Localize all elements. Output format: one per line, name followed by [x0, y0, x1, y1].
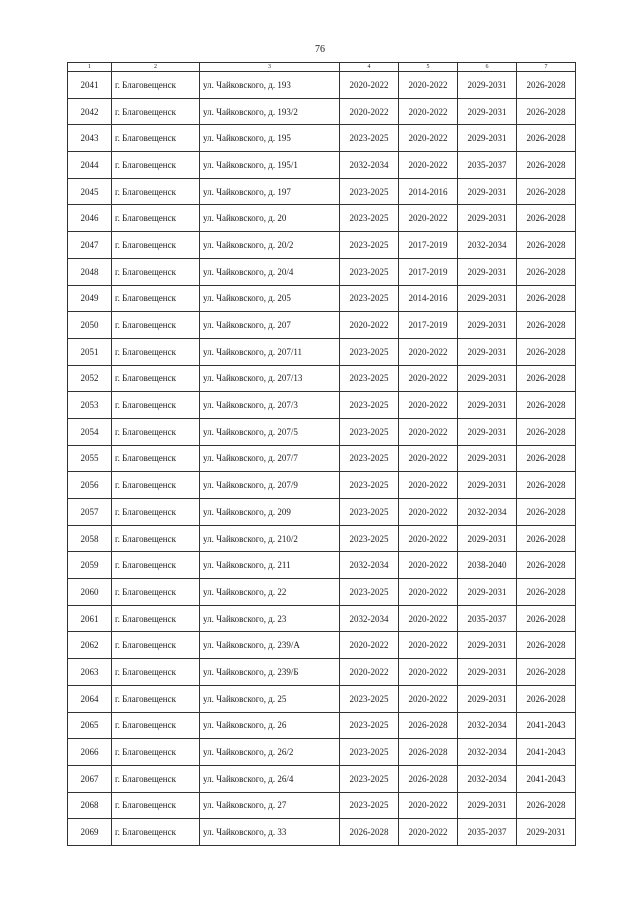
cell-row-number: 2061 [68, 605, 112, 632]
cell-address: ул. Чайковского, д. 26 [200, 712, 340, 739]
cell-period-col-4: 2023-2025 [340, 499, 399, 526]
cell-period-col-4: 2023-2025 [340, 285, 399, 312]
cell-period-col-4: 2023-2025 [340, 712, 399, 739]
cell-address: ул. Чайковского, д. 195 [200, 125, 340, 152]
cell-city: г. Благовещенск [112, 525, 200, 552]
cell-address: ул. Чайковского, д. 210/2 [200, 525, 340, 552]
cell-period-col-7: 2026-2028 [517, 232, 576, 259]
cell-address: ул. Чайковского, д. 23 [200, 605, 340, 632]
cell-address: ул. Чайковского, д. 239/Б [200, 659, 340, 686]
cell-row-number: 2065 [68, 712, 112, 739]
cell-city: г. Благовещенск [112, 605, 200, 632]
table-row [68, 312, 576, 339]
table-row [68, 552, 576, 579]
cell-address: ул. Чайковского, д. 25 [200, 685, 340, 712]
cell-city: г. Благовещенск [112, 765, 200, 792]
header-col-5: 5 [399, 63, 458, 72]
cell-period-col-5: 2020-2022 [399, 392, 458, 419]
cell-address: ул. Чайковского, д. 22 [200, 579, 340, 606]
header-col-6: 6 [458, 63, 517, 72]
cell-period-col-4: 2023-2025 [340, 739, 399, 766]
cell-period-col-4: 2020-2022 [340, 72, 399, 99]
cell-row-number: 2062 [68, 632, 112, 659]
cell-row-number: 2055 [68, 445, 112, 472]
header-col-2: 2 [112, 63, 200, 72]
cell-period-col-7: 2026-2028 [517, 152, 576, 179]
table-row [68, 819, 576, 846]
cell-period-col-4: 2032-2034 [340, 552, 399, 579]
cell-period-col-5: 2026-2028 [399, 765, 458, 792]
cell-period-col-4: 2020-2022 [340, 659, 399, 686]
cell-period-col-7: 2029-2031 [517, 819, 576, 846]
table-row [68, 338, 576, 365]
header-col-4: 4 [340, 63, 399, 72]
cell-address: ул. Чайковского, д. 27 [200, 792, 340, 819]
cell-period-col-7: 2026-2028 [517, 125, 576, 152]
cell-period-col-7: 2026-2028 [517, 499, 576, 526]
cell-address: ул. Чайковского, д. 20/2 [200, 232, 340, 259]
cell-city: г. Благовещенск [112, 338, 200, 365]
table-row [68, 258, 576, 285]
cell-period-col-6: 2029-2031 [458, 659, 517, 686]
cell-row-number: 2047 [68, 232, 112, 259]
cell-period-col-6: 2029-2031 [458, 72, 517, 99]
cell-row-number: 2060 [68, 579, 112, 606]
table-row [68, 418, 576, 445]
cell-period-col-5: 2020-2022 [399, 792, 458, 819]
cell-period-col-7: 2026-2028 [517, 365, 576, 392]
cell-address: ул. Чайковского, д. 207/5 [200, 418, 340, 445]
cell-period-col-7: 2026-2028 [517, 792, 576, 819]
cell-city: г. Благовещенск [112, 285, 200, 312]
cell-period-col-6: 2029-2031 [458, 418, 517, 445]
cell-period-col-6: 2029-2031 [458, 445, 517, 472]
table-row [68, 685, 576, 712]
cell-period-col-6: 2029-2031 [458, 125, 517, 152]
cell-city: г. Благовещенск [112, 445, 200, 472]
cell-period-col-6: 2035-2037 [458, 819, 517, 846]
cell-period-col-7: 2026-2028 [517, 418, 576, 445]
cell-period-col-5: 2014-2016 [399, 285, 458, 312]
cell-period-col-7: 2026-2028 [517, 525, 576, 552]
cell-period-col-7: 2026-2028 [517, 98, 576, 125]
cell-period-col-5: 2020-2022 [399, 445, 458, 472]
cell-period-col-5: 2014-2016 [399, 178, 458, 205]
cell-period-col-6: 2029-2031 [458, 312, 517, 339]
cell-period-col-4: 2032-2034 [340, 605, 399, 632]
cell-period-col-4: 2020-2022 [340, 312, 399, 339]
cell-period-col-6: 2032-2034 [458, 765, 517, 792]
cell-city: г. Благовещенск [112, 392, 200, 419]
cell-period-col-6: 2029-2031 [458, 472, 517, 499]
table-row [68, 765, 576, 792]
cell-period-col-5: 2017-2019 [399, 258, 458, 285]
cell-period-col-7: 2026-2028 [517, 579, 576, 606]
cell-period-col-5: 2020-2022 [399, 472, 458, 499]
table-row [68, 232, 576, 259]
cell-city: г. Благовещенск [112, 312, 200, 339]
cell-period-col-7: 2026-2028 [517, 552, 576, 579]
table-row [68, 792, 576, 819]
cell-period-col-4: 2023-2025 [340, 685, 399, 712]
table-row [68, 98, 576, 125]
cell-row-number: 2069 [68, 819, 112, 846]
cell-address: ул. Чайковского, д. 26/4 [200, 765, 340, 792]
cell-address: ул. Чайковского, д. 205 [200, 285, 340, 312]
cell-address: ул. Чайковского, д. 207/3 [200, 392, 340, 419]
cell-period-col-6: 2035-2037 [458, 605, 517, 632]
table-row [68, 205, 576, 232]
cell-period-col-7: 2026-2028 [517, 445, 576, 472]
cell-city: г. Благовещенск [112, 125, 200, 152]
page-number: 76 [315, 44, 325, 55]
table-row [68, 365, 576, 392]
table-row [68, 579, 576, 606]
cell-period-col-6: 2029-2031 [458, 392, 517, 419]
cell-period-col-6: 2029-2031 [458, 98, 517, 125]
cell-row-number: 2059 [68, 552, 112, 579]
cell-period-col-6: 2029-2031 [458, 285, 517, 312]
cell-period-col-4: 2023-2025 [340, 178, 399, 205]
table-row [68, 178, 576, 205]
cell-period-col-7: 2041-2043 [517, 739, 576, 766]
table-row [68, 712, 576, 739]
cell-period-col-5: 2020-2022 [399, 552, 458, 579]
cell-address: ул. Чайковского, д. 239/А [200, 632, 340, 659]
cell-period-col-6: 2029-2031 [458, 579, 517, 606]
cell-city: г. Благовещенск [112, 98, 200, 125]
cell-city: г. Благовещенск [112, 739, 200, 766]
cell-period-col-7: 2026-2028 [517, 258, 576, 285]
cell-period-col-5: 2020-2022 [399, 499, 458, 526]
cell-period-col-5: 2020-2022 [399, 605, 458, 632]
header-col-1: 1 [68, 63, 112, 72]
table-row [68, 472, 576, 499]
cell-period-col-5: 2020-2022 [399, 659, 458, 686]
table-row [68, 72, 576, 99]
cell-period-col-4: 2020-2022 [340, 632, 399, 659]
cell-period-col-4: 2023-2025 [340, 232, 399, 259]
cell-period-col-4: 2023-2025 [340, 365, 399, 392]
cell-period-col-4: 2032-2034 [340, 152, 399, 179]
cell-period-col-6: 2032-2034 [458, 499, 517, 526]
cell-address: ул. Чайковского, д. 207/13 [200, 365, 340, 392]
cell-period-col-7: 2026-2028 [517, 632, 576, 659]
cell-period-col-7: 2026-2028 [517, 72, 576, 99]
cell-city: г. Благовещенск [112, 232, 200, 259]
cell-city: г. Благовещенск [112, 418, 200, 445]
cell-city: г. Благовещенск [112, 632, 200, 659]
cell-city: г. Благовещенск [112, 258, 200, 285]
cell-period-col-7: 2026-2028 [517, 605, 576, 632]
cell-city: г. Благовещенск [112, 178, 200, 205]
cell-address: ул. Чайковского, д. 26/2 [200, 739, 340, 766]
cell-city: г. Благовещенск [112, 712, 200, 739]
cell-row-number: 2058 [68, 525, 112, 552]
cell-period-col-5: 2020-2022 [399, 632, 458, 659]
cell-period-col-5: 2020-2022 [399, 685, 458, 712]
cell-period-col-4: 2020-2022 [340, 98, 399, 125]
cell-period-col-6: 2029-2031 [458, 365, 517, 392]
cell-address: ул. Чайковского, д. 193/2 [200, 98, 340, 125]
cell-row-number: 2064 [68, 685, 112, 712]
cell-row-number: 2042 [68, 98, 112, 125]
cell-period-col-5: 2020-2022 [399, 152, 458, 179]
cell-period-col-4: 2023-2025 [340, 525, 399, 552]
cell-period-col-7: 2026-2028 [517, 392, 576, 419]
table-row [68, 499, 576, 526]
cell-city: г. Благовещенск [112, 579, 200, 606]
table-row [68, 659, 576, 686]
cell-row-number: 2066 [68, 739, 112, 766]
cell-period-col-7: 2026-2028 [517, 285, 576, 312]
cell-row-number: 2067 [68, 765, 112, 792]
cell-period-col-7: 2026-2028 [517, 659, 576, 686]
cell-period-col-5: 2026-2028 [399, 739, 458, 766]
cell-period-col-7: 2026-2028 [517, 312, 576, 339]
cell-period-col-6: 2035-2037 [458, 152, 517, 179]
cell-period-col-4: 2023-2025 [340, 205, 399, 232]
cell-period-col-5: 2020-2022 [399, 365, 458, 392]
cell-address: ул. Чайковского, д. 207/11 [200, 338, 340, 365]
table-body [68, 72, 576, 846]
cell-period-col-5: 2020-2022 [399, 338, 458, 365]
cell-city: г. Благовещенск [112, 685, 200, 712]
cell-period-col-4: 2023-2025 [340, 125, 399, 152]
cell-period-col-4: 2023-2025 [340, 338, 399, 365]
cell-address: ул. Чайковского, д. 20 [200, 205, 340, 232]
cell-row-number: 2052 [68, 365, 112, 392]
cell-period-col-4: 2023-2025 [340, 418, 399, 445]
cell-row-number: 2046 [68, 205, 112, 232]
cell-period-col-6: 2029-2031 [458, 525, 517, 552]
header-row [68, 63, 576, 72]
cell-period-col-5: 2020-2022 [399, 819, 458, 846]
cell-period-col-6: 2029-2031 [458, 338, 517, 365]
cell-row-number: 2041 [68, 72, 112, 99]
cell-period-col-7: 2026-2028 [517, 472, 576, 499]
cell-address: ул. Чайковского, д. 193 [200, 72, 340, 99]
cell-city: г. Благовещенск [112, 659, 200, 686]
cell-period-col-4: 2023-2025 [340, 472, 399, 499]
cell-period-col-4: 2023-2025 [340, 579, 399, 606]
table-row [68, 739, 576, 766]
cell-period-col-4: 2023-2025 [340, 258, 399, 285]
cell-row-number: 2043 [68, 125, 112, 152]
cell-row-number: 2053 [68, 392, 112, 419]
cell-period-col-4: 2026-2028 [340, 819, 399, 846]
cell-address: ул. Чайковского, д. 211 [200, 552, 340, 579]
cell-period-col-5: 2026-2028 [399, 712, 458, 739]
table-row [68, 285, 576, 312]
cell-row-number: 2044 [68, 152, 112, 179]
cell-period-col-7: 2026-2028 [517, 205, 576, 232]
cell-period-col-6: 2032-2034 [458, 739, 517, 766]
cell-city: г. Благовещенск [112, 152, 200, 179]
cell-period-col-6: 2032-2034 [458, 232, 517, 259]
cell-period-col-4: 2023-2025 [340, 445, 399, 472]
cell-row-number: 2057 [68, 499, 112, 526]
cell-row-number: 2063 [68, 659, 112, 686]
cell-address: ул. Чайковского, д. 207/9 [200, 472, 340, 499]
cell-city: г. Благовещенск [112, 472, 200, 499]
cell-period-col-7: 2026-2028 [517, 338, 576, 365]
cell-city: г. Благовещенск [112, 72, 200, 99]
cell-period-col-6: 2029-2031 [458, 205, 517, 232]
cell-row-number: 2048 [68, 258, 112, 285]
cell-period-col-5: 2020-2022 [399, 525, 458, 552]
cell-period-col-5: 2020-2022 [399, 205, 458, 232]
cell-period-col-4: 2023-2025 [340, 765, 399, 792]
table-row [68, 632, 576, 659]
registry-table [67, 62, 576, 846]
cell-row-number: 2068 [68, 792, 112, 819]
cell-address: ул. Чайковского, д. 207/7 [200, 445, 340, 472]
cell-city: г. Благовещенск [112, 205, 200, 232]
cell-row-number: 2050 [68, 312, 112, 339]
cell-period-col-6: 2038-2040 [458, 552, 517, 579]
cell-city: г. Благовещенск [112, 499, 200, 526]
cell-address: ул. Чайковского, д. 207 [200, 312, 340, 339]
cell-period-col-5: 2017-2019 [399, 232, 458, 259]
cell-period-col-6: 2029-2031 [458, 685, 517, 712]
cell-period-col-5: 2020-2022 [399, 125, 458, 152]
cell-address: ул. Чайковского, д. 33 [200, 819, 340, 846]
cell-period-col-6: 2032-2034 [458, 712, 517, 739]
table-row [68, 392, 576, 419]
cell-period-col-5: 2020-2022 [399, 418, 458, 445]
cell-period-col-6: 2029-2031 [458, 632, 517, 659]
cell-period-col-6: 2029-2031 [458, 792, 517, 819]
cell-row-number: 2049 [68, 285, 112, 312]
cell-period-col-4: 2023-2025 [340, 392, 399, 419]
cell-address: ул. Чайковского, д. 195/1 [200, 152, 340, 179]
table-row [68, 605, 576, 632]
cell-row-number: 2054 [68, 418, 112, 445]
cell-row-number: 2045 [68, 178, 112, 205]
cell-period-col-5: 2020-2022 [399, 579, 458, 606]
table-header [68, 63, 576, 72]
table-row [68, 152, 576, 179]
cell-period-col-7: 2041-2043 [517, 712, 576, 739]
cell-city: г. Благовещенск [112, 819, 200, 846]
table-row [68, 445, 576, 472]
header-col-3: 3 [200, 63, 340, 72]
table-row [68, 125, 576, 152]
cell-period-col-7: 2026-2028 [517, 685, 576, 712]
cell-period-col-5: 2017-2019 [399, 312, 458, 339]
cell-period-col-7: 2041-2043 [517, 765, 576, 792]
cell-period-col-5: 2020-2022 [399, 98, 458, 125]
cell-period-col-6: 2029-2031 [458, 178, 517, 205]
cell-period-col-5: 2020-2022 [399, 72, 458, 99]
cell-period-col-4: 2023-2025 [340, 792, 399, 819]
cell-city: г. Благовещенск [112, 792, 200, 819]
cell-row-number: 2056 [68, 472, 112, 499]
cell-city: г. Благовещенск [112, 365, 200, 392]
table-row [68, 525, 576, 552]
cell-city: г. Благовещенск [112, 552, 200, 579]
cell-row-number: 2051 [68, 338, 112, 365]
cell-period-col-6: 2029-2031 [458, 258, 517, 285]
cell-address: ул. Чайковского, д. 20/4 [200, 258, 340, 285]
cell-address: ул. Чайковского, д. 209 [200, 499, 340, 526]
header-col-7: 7 [517, 63, 576, 72]
cell-period-col-7: 2026-2028 [517, 178, 576, 205]
cell-address: ул. Чайковского, д. 197 [200, 178, 340, 205]
